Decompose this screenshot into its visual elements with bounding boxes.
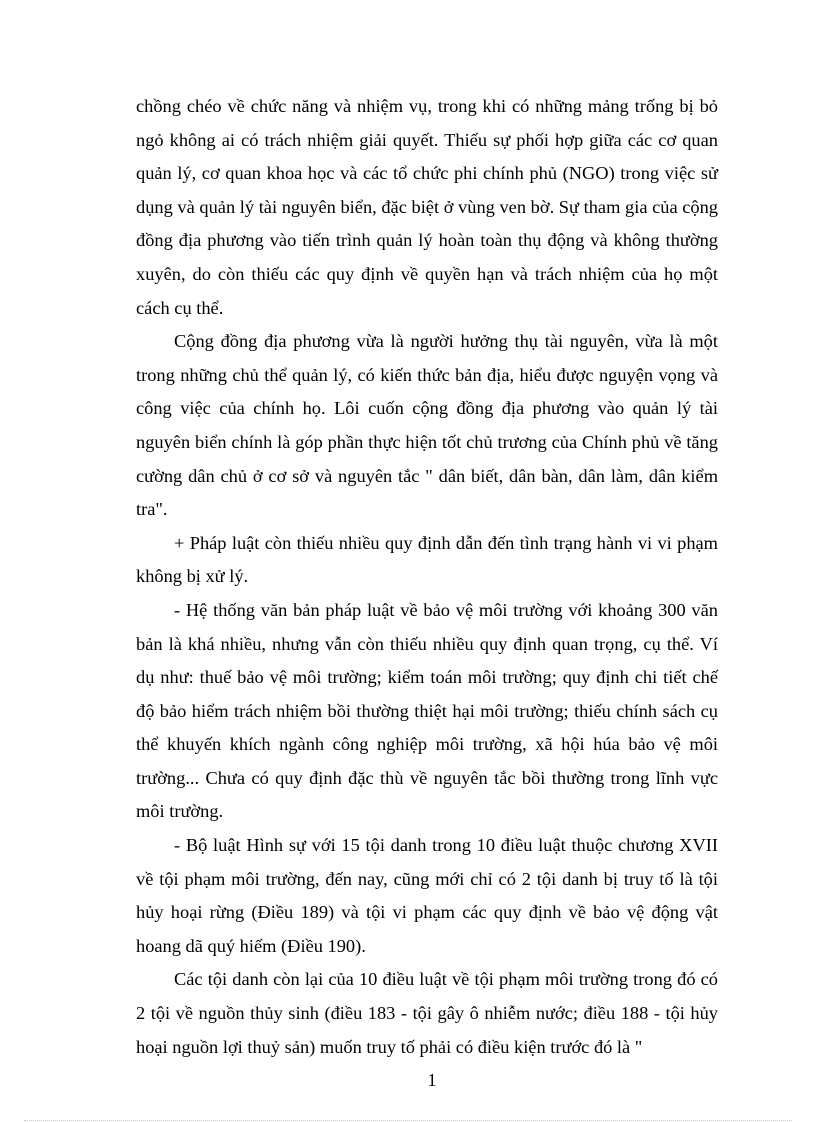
page-bottom-divider: [24, 1120, 792, 1121]
body-text: [136, 90, 718, 1064]
paragraph-4: - Hệ thống văn bản pháp luật về bảo vệ môi trường với khoảng 300 văn bản là khá nhiều, nhưng vẫn còn thiếu nhiều quy định quan trọng, cụ thể. Ví dụ như: thuế bảo vệ môi trường; kiểm toán môi trường; quy định chi tiết chế độ bảo hiểm trách nhiệm bồi thường thiệt hại môi trường; thiếu chính sách cụ thể khuyến khích ngành công nghiệp môi trường, xã hội húa bảo vệ môi trường... Chưa có quy định đặc thù về nguyên tắc bồi thường trong lĩnh vực môi trường.: [136, 599, 718, 822]
paragraph-6: Các tội danh còn lại của 10 điều luật về tội phạm môi trường trong đó có 2 tội về nguồn thủy sinh (điều 183 - tội gây ô nhiễm nước; điều 188 - tội hủy hoại nguồn lợi thuỷ sản) muốn truy tố phải có điều kiện trước đó là ": [136, 969, 718, 1057]
page-number: 1: [427, 1070, 437, 1090]
paragraph-3: + Pháp luật còn thiếu nhiều quy định dẫn đến tình trạng hành vi vi phạm không bị xử lý.: [136, 532, 718, 587]
paragraph-5: - Bộ luật Hình sự với 15 tội danh trong 10 điều luật thuộc chương XVII về tội phạm môi trường, đến nay, cũng mới chỉ có 2 tội danh bị truy tố là tội hủy hoại rừng (Điều 189) và tội vi phạm các quy định về bảo vệ động vật hoang dã quý hiếm (Điều 190).: [136, 835, 718, 956]
paragraph-2: Cộng đồng địa phương vừa là người hưởng thụ tài nguyên, vừa là một trong những chủ thể quản lý, có kiến thức bản địa, hiểu được nguyện vọng và công việc của chính họ. Lôi cuốn cộng đồng địa phương vào quản lý tài nguyên biển chính là góp phần thực hiện tốt chủ trương của Chính phủ về tăng cường dân chủ ở cơ sở và nguyên tắc " dân biết, dân bàn, dân làm, dân kiểm tra".: [136, 331, 718, 520]
paragraph-1: chồng chéo về chức năng và nhiệm vụ, trong khi có những mảng trống bị bỏ ngỏ không ai có trách nhiệm giải quyết. Thiếu sự phối hợp giữa các cơ quan quản lý, cơ quan khoa học và các tổ chức phi chính phủ (NGO) trong việc sử dụng và quản lý tài nguyên biển, đặc biệt ở vùng ven bờ. Sự tham gia của cộng đồng địa phương vào tiến trình quản lý hoàn toàn thụ động và không thường xuyên, do còn thiếu các quy định về quyền hạn và trách nhiệm của họ một cách cụ thể.: [136, 96, 718, 318]
